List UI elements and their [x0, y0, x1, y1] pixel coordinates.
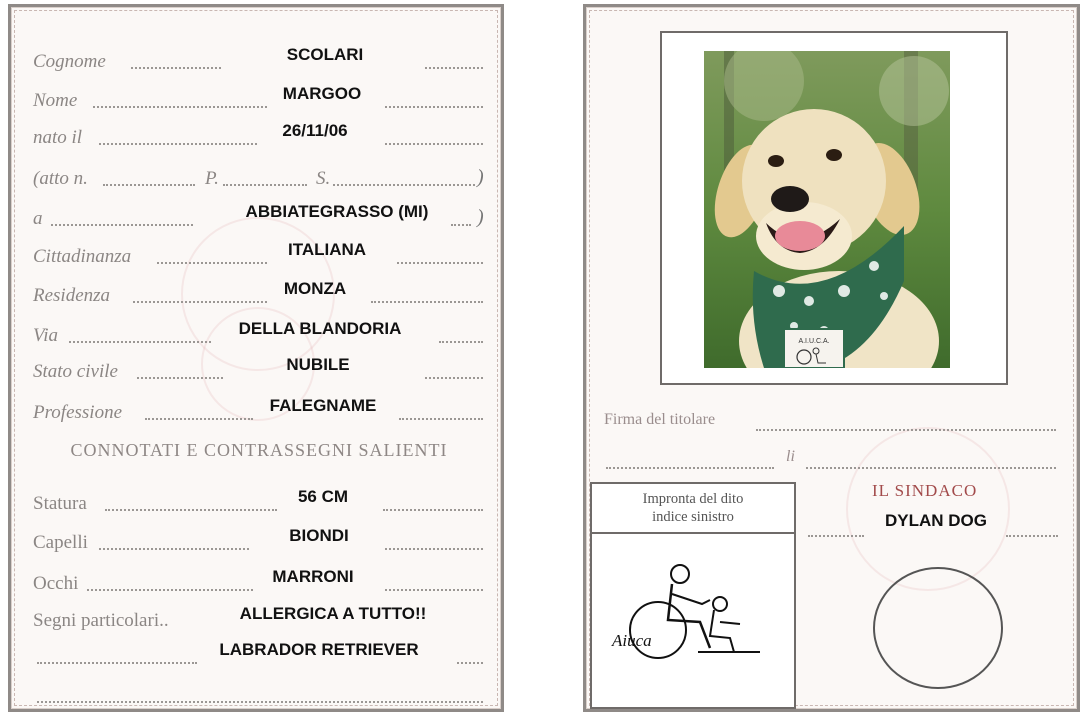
field-birth-place: [11, 202, 507, 236]
date-dots: [806, 467, 1056, 469]
logo-text: Aiuca: [612, 631, 652, 650]
mayor-value: DYLAN DOG: [885, 511, 987, 530]
photo-frame: [660, 31, 1008, 385]
field-label: Nome: [33, 90, 78, 111]
field-profession: [11, 396, 507, 430]
field-label: Via: [33, 325, 58, 346]
dog-photo: [704, 51, 950, 368]
mayor-dots: [808, 535, 864, 537]
closing-paren: ): [477, 166, 484, 188]
official-stamp-circle: [873, 567, 1003, 689]
feature-label: Segni particolari..: [33, 610, 169, 631]
field-surname: [11, 45, 507, 79]
feature-label: Capelli: [33, 532, 88, 553]
field-value: MARGOO: [282, 84, 362, 103]
field-value: MONZA: [283, 279, 347, 298]
field-value: SCOLARI: [286, 45, 364, 64]
field-residence: [11, 279, 507, 313]
field-label: Stato civile: [33, 361, 118, 382]
feature-height: [11, 487, 507, 521]
field-birth-date: [11, 121, 507, 155]
signature-line: [604, 411, 715, 429]
empty-line: [11, 679, 507, 713]
fingerprint-box: [590, 482, 796, 709]
feature-value: BIONDI: [289, 526, 349, 545]
fingerprint-label: indice sinistro: [652, 509, 734, 525]
signature-label: Firma del titolare: [604, 411, 716, 428]
field-value: NUBILE: [286, 355, 350, 374]
feature-eyes: [11, 567, 507, 601]
field-value: DELLA BLANDORIA: [238, 319, 402, 338]
field-label: a: [33, 208, 43, 229]
mayor-dots: [1006, 535, 1058, 537]
feature-distinguishing-marks: [11, 604, 507, 638]
field-label-s: S.: [316, 168, 331, 189]
date-prefix: li: [786, 448, 795, 465]
field-label: Professione: [33, 402, 123, 423]
field-value: 26/11/06: [282, 121, 348, 140]
feature-value: 56 CM: [297, 487, 349, 506]
dog-photo-illustration: [704, 51, 950, 368]
id-card-personal-data: [8, 4, 504, 712]
feature-value: LABRADOR RETRIEVER: [219, 640, 419, 659]
field-value: ITALIANA: [287, 240, 367, 259]
field-label: nato il: [33, 127, 83, 148]
section-title: CONNOTATI E CONTRASSEGNI SALIENTI: [70, 440, 448, 460]
fingerprint-label: Impronta del dito: [642, 491, 744, 507]
closing-paren: ): [477, 206, 484, 228]
field-street: [11, 319, 507, 353]
mayor-label: IL SINDACO: [872, 481, 978, 500]
field-value: ABBIATEGRASSO (MI): [245, 202, 429, 221]
feature-label: Occhi: [33, 573, 79, 594]
id-card-photo-side: [583, 4, 1080, 712]
background-pattern: [846, 427, 1010, 591]
fingerprint-header: [592, 484, 794, 534]
feature-distinguishing-marks-continued: [11, 640, 507, 674]
field-name: [11, 84, 507, 118]
feature-value: MARRONI: [272, 567, 354, 586]
field-value: FALEGNAME: [269, 396, 377, 415]
date-dots: [606, 467, 774, 469]
bandana-text: A.I.U.C.A.: [798, 338, 830, 345]
field-label: Cognome: [33, 51, 106, 72]
feature-label: Statura: [33, 493, 87, 514]
field-birth-record: [11, 162, 507, 196]
aiuca-logo: [610, 560, 770, 660]
field-marital-status: [11, 355, 507, 389]
feature-value: ALLERGICA A TUTTO!!: [239, 604, 427, 623]
field-label: (atto n.: [33, 168, 88, 189]
signature-dots: [756, 429, 1056, 431]
field-label: Cittadinanza: [33, 246, 132, 267]
field-citizenship: [11, 240, 507, 274]
field-label-p: P.: [205, 168, 219, 189]
field-label: Residenza: [33, 285, 111, 306]
feature-hair: [11, 526, 507, 560]
